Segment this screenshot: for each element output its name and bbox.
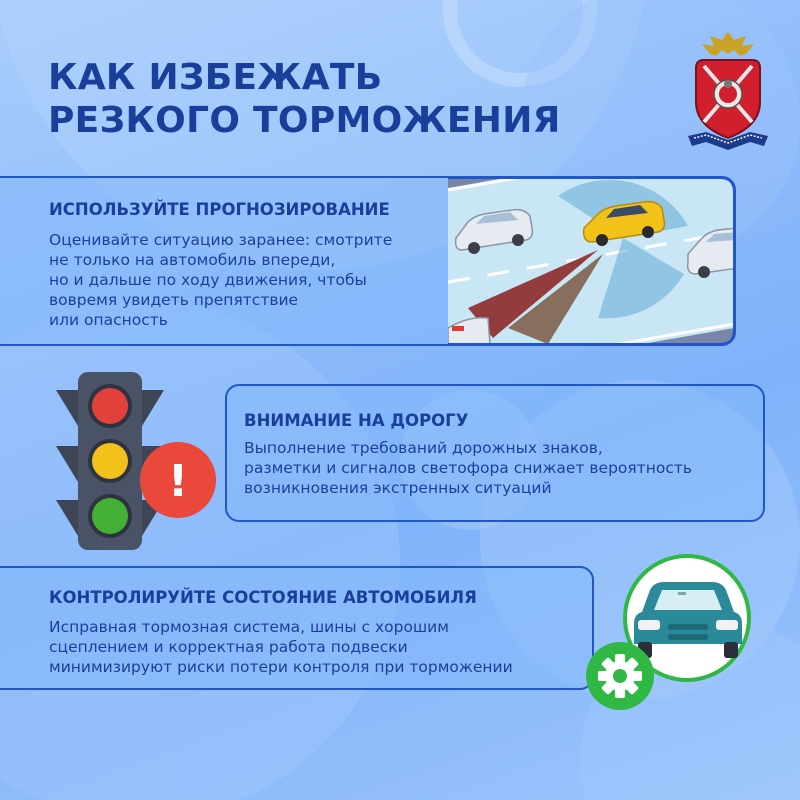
card-text-line: возникновения экстренных ситуаций [244,479,552,497]
gear-icon [598,654,642,698]
page-title [48,56,561,142]
card-text-line: или опасность [49,311,168,329]
road-prediction-icon [448,178,734,344]
card-text-line: разметки и сигналов светофора снижает вероятность [244,459,693,477]
title-line-1: КАК ИЗБЕЖАТЬ [48,57,383,98]
card-title: ВНИМАНИЕ НА ДОРОГУ [244,411,469,430]
card-title: ИСПОЛЬЗУЙТЕ ПРОГНОЗИРОВАНИЕ [49,200,390,219]
police-emblem-icon [686,28,770,154]
card-text-line: не только на автомобиль впереди, [49,251,336,269]
card-text-line: вовремя увидеть препятствие [49,291,299,309]
car-service-icon [576,554,756,714]
card-text-line: сцеплением и корректная работа подвески [49,638,408,656]
card-text [49,230,392,330]
title-line-2: РЕЗКОГО ТОРМОЖЕНИЯ [48,100,561,141]
card-car-condition [0,566,594,690]
warning-exclamation-icon: ! [167,456,189,507]
card-text-line: Выполнение требований дорожных знаков, [244,439,603,457]
warning-badge [138,440,218,520]
card-text-line: Исправная тормозная система, шины с хорошим [49,618,449,636]
card-text-line: но и дальше по ходу движения, чтобы [49,271,367,289]
card-text [244,438,692,498]
card-text-line: Оценивайте ситуацию заранее: смотрите [49,231,393,249]
card-text [49,617,513,677]
card-attention [225,384,765,522]
card-text-line: минимизируют риски потери контроля при торможении [49,658,513,676]
card-title: КОНТРОЛИРУЙТЕ СОСТОЯНИЕ АВТОМОБИЛЯ [49,588,477,607]
